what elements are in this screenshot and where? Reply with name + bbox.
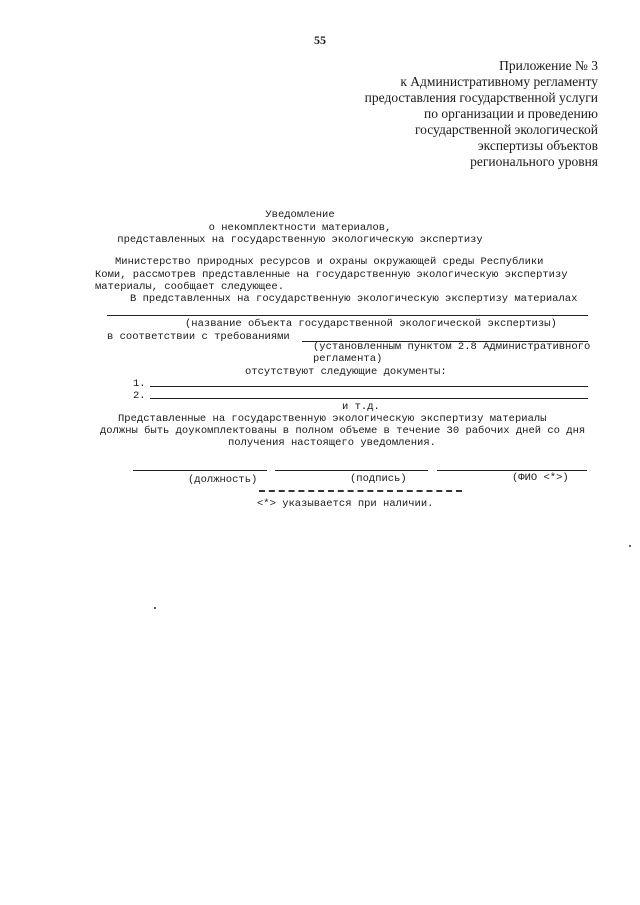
annex-line-4: по организации и проведению [423, 106, 598, 121]
item-2-label: 2. [133, 390, 146, 402]
in-accordance-label: в соответствии с требованиями [107, 331, 290, 343]
annex-line-1: Приложение № 3 [499, 58, 598, 73]
para1-line-3: материалы, сообщает следующее. [95, 281, 285, 293]
scan-speck [154, 607, 156, 609]
annex-line-5: государственной экологической [414, 122, 598, 137]
para2-line: В представленных на государственную экологическую экспертизу материалах [130, 293, 578, 305]
notice-title: Уведомление [265, 209, 335, 221]
scan-speck [629, 545, 631, 547]
notice-subtitle-1: о некомплектности материалов, [208, 222, 392, 234]
para1-line-2: Коми, рассмотрев представленные на государственную экологическую экспертизу [95, 269, 568, 281]
para3-line-3: получения настоящего уведомления. [228, 437, 436, 449]
para3-line-2: должны быть доукомплектованы в полном объеме в течение 30 рабочих дней со дня [100, 425, 586, 437]
signature-caption: (подпись) [350, 473, 407, 485]
fio-caption: (ФИО <*>) [512, 472, 569, 484]
item-2-line [150, 398, 588, 399]
item-1-line [150, 386, 588, 387]
signature-line [275, 470, 428, 471]
annex-line-7: регионального уровня [470, 154, 598, 169]
para3-line-1: Представленные на государственную экологическую экспертизу материалы [118, 413, 547, 425]
annex-header [365, 58, 598, 170]
notice-subtitle-2: представленных на государственную экологическую экспертизу [117, 234, 483, 246]
annex-line-6: экспертизы объектов [477, 138, 598, 153]
footnote-separator [259, 490, 462, 492]
annex-line-2: к Административному регламенту [400, 74, 598, 89]
fio-line [437, 470, 587, 471]
etc-label: и т.д. [342, 401, 380, 413]
missing-label: отсутствуют следующие документы: [245, 366, 447, 378]
object-name-line [107, 315, 588, 316]
established-line-1: (установленным пунктом 2.8 Административного [313, 341, 591, 353]
established-line-2: регламента) [313, 353, 383, 365]
position-caption: (должность) [188, 474, 258, 486]
annex-line-3: предоставления государственной услуги [364, 90, 598, 105]
page-number: 55 [314, 33, 326, 47]
position-line [133, 470, 267, 471]
para1-line-1: Министерство природных ресурсов и охраны окружающей среды Республики [115, 256, 544, 268]
object-caption: (название объекта государственной экологической экспертизы) [185, 318, 557, 330]
footnote-text: <*> указывается при наличии. [257, 498, 434, 510]
item-1-label: 1. [133, 378, 146, 390]
